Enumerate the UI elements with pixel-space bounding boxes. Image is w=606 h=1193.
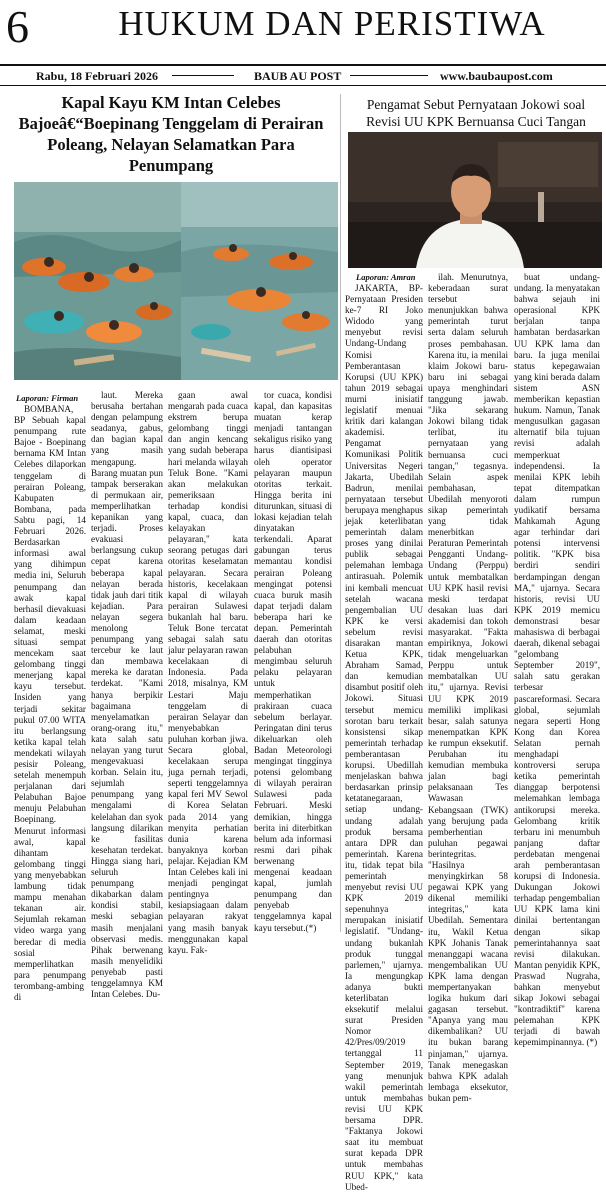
left-article-col4: [254, 390, 332, 933]
paragraph: gaan awal mengarah pada cuaca ekstrem berupa gelombang tinggi dan angin kencang yang sudah beberapa hari melanda wilayah Teluk Bone. "Kami akan melakukan pemeriksaan terhadap kondisi kapal, cuaca, dan kelayakan pelayaran," kata seorang petugas dari otoritas keselamatan pelayaran. Secara historis, kecelakaan kapal di wilayah perairan Sulawesi bukanlah hal baru. Teluk Bone tercatat sebagai salah satu jalur pelayaran rawan kecelakaan di Indonesia. Pada 2018, misalnya, KM Lestari Maju tenggelam di perairan Selayar dan menyebabkan puluhan korban jiwa. Secara global, kecelakaan serupa juga pernah terjadi, seperti tenggelamnya kapal feri MV Sewol di Korea Selatan pada 2014 yang menyita perhatian dunia karena banyaknya korban pelajar. Kejadian KM Intan Celebes kali ini menjadi pengingat pentingnya kesiapsiagaan dalam pelayaran rakyat yang masih banyak menggunakan kapal kayu. Fak-: [168, 390, 248, 955]
paragraph: BOMBANA, BP Sebuah kapal penumpang rute Bajoe - Boepinang bernama KM Intan Celebes dilaporkan tenggelam di perairan Poleang, Kabupaten Bombana, pada Sabtu pagi, 14 Februari 2026. Berdasarkan informasi awal yang dihimpun media ini, Seluruh penumpang dan awak kapal berhasil dievakuasi dalam keadaan selamat, meski situasi sempat mencekam saat gelombang tinggi menerjang kapal kayu tersebut. Insiden yang terjadi sekitar pukul 07.00 WITA itu berlangsung ketika kapal telah mendekati wilayah pesisir Poleang, setelah menempuh perjalanan dari Pelabuhan Bajoe menuju Pelabuhan Boepinang. Menurut informasi awal, kapal dihantam gelombang tinggi yang menyebabkan lambung tidak mampu menahan tekanan air. Sejumlah rekaman video warga yang beredar di media sosial memperlihatkan para penumpang terombang-ambing di: [14, 404, 86, 1002]
shipwreck-photo-right: [181, 182, 338, 380]
page-number: 6: [6, 1, 29, 52]
right-article-col2: [428, 272, 508, 1103]
right-article-headline: Pengamat Sebut Pernyataan Jokowi soal Revisi UU KPK Bernuansa Cuci Tangan: [366, 97, 586, 129]
issue-date: Rabu, 18 Februari 2026: [36, 69, 159, 83]
column-divider: [340, 94, 341, 932]
left-photo-caption: Laporan: Firman: [16, 393, 79, 403]
portrait-image: [348, 132, 602, 268]
divider: [172, 75, 234, 76]
website[interactable]: www.baubaupost.com: [440, 69, 553, 83]
masthead-bottom-rule: [0, 85, 606, 86]
right-photo-caption: Laporan: Amran: [356, 272, 416, 282]
masthead-top-rule: [0, 64, 606, 66]
debris-sea-image: [181, 182, 338, 380]
divider: [350, 75, 428, 76]
section-title: HUKUM DAN PERISTIWA: [118, 4, 546, 43]
shipwreck-photo-left: [14, 182, 181, 380]
paragraph: JAKARTA, BP-Pernyataan Presiden ke-7 RI Joko Widodo yang menyebut revisi Undang-Undang Komisi Pemberantasan Korupsi (UU KPK) tahun 2019 sebagai murni inisiatif legislatif menuai kritik dari kalangan akademisi. Pengamat Komunikasi Politik Universitas Negeri Jakarta, Ubedilah Badrun, menilai pernyataan tersebut berupaya menghapus jejak keterlibatan pemerintah dalam proses yang dinilai publik sebagai pelemahan lembaga antirasuah. Polemik ini kembali mencuat setelah wacana pengembalian UU KPK ke versi sebelum revisi disarakan mantan Ketua KPK, Abraham Samad, dan kemudian disambut positif oleh Jokowi. Situasi tersebut memicu sorotan baru terkait konsistensi sikap pemerintah terhadap pemberantasan korupsi. Ubedillah menjelaskan bahwa berdasarkan prinsip ketatanegaraan, setiap undang-undang adalah produk bersama antara DPR dan pemerintah. Karena itu, tidak tepat bila pemerintah menyebut revisi UU KPK 2019 sepenuhnya merupakan inisiatif legislatif. "Undang-undang bukanlah produk tunggal parlemen," ujarnya. Ia mengungkap adanya bukti keterlibatan eksekutif melalui surat Presiden Nomor 42/Pres/09/2019 tertanggal 11 September 2019, yang menunjuk wakil pemerintah untuk membahas revisi UU KPK bersama DPR. "Faktanya Jokowi saat itu membuat surat kepada DPR untuk membahas RUU KPK," kata Ubed-: [345, 283, 423, 1192]
right-article-col1: [345, 283, 423, 1192]
left-article-col1: [14, 404, 86, 1002]
left-article-col3: [168, 390, 248, 955]
newspaper-name: BAUB AU POST: [254, 69, 342, 83]
paragraph: tor cuaca, kondisi kapal, dan kapasitas muatan kerap menjadi tantangan sekaligus risiko yang harus diantisipasi oleh operator pelayaran maupun otoritas terkait. Hingga berita ini diturunkan, situasi di lokasi kejadian telah dinyatakan terkendali. Aparat gabungan terus memantau kondisi perairan Poleang mengingat potensi cuaca buruk masih dapat terjadi dalam beberapa hari ke depan. Pemerintah daerah dan otoritas pelabuhan mengimbau seluruh pelaku pelayaran untuk memperhatikan prakiraan cuaca sebelum berlayar. Peringatan dini terus dikeluarkan oleh Badan Meteorologi mengingat tingginya potensi gelombang di wilayah perairan Sulawesi pada Februari. Meski demikian, hingga berita ini diterbitkan belum ada informasi resmi dari pihak berwenang mengenai keadaan kapal, jumlah penumpang dan penyebab tenggelamnya kapal kayu tersebut.(*): [254, 390, 332, 933]
right-article-col3: [514, 272, 600, 1048]
masthead-info-bar: [0, 64, 606, 86]
left-article-col2: [91, 390, 163, 1000]
left-article-headline: Kapal Kayu KM Intan Celebes Bajoeâ€“Boepinang Tenggelam di Perairan Poleang, Nelayan Selamatkan Para Penumpang: [18, 93, 324, 175]
jokowi-photo: [348, 132, 602, 268]
paragraph: laut. Mereka berusaha bertahan dengan pelampung seadanya, gabus, dan bagian kapal yang masih mengapung. Barang muatan pun tampak berserakan di permukaan air, memperlihatkan kepanikan yang terjadi. Proses evakuasi berlangsung cukup cepat karena beberapa kapal nelayan berada tidak jauh dari titik kejadian. Para nelayan segera menolong penumpang yang tercebur ke laut dan membawa mereka ke daratan terdekat. "Kami hanya berpikir bagaimana menyelamatkan orang-orang itu," kata salah satu nelayan yang turut mengevakuasi korban. Selain itu, sejumlah penumpang yang mengalami kelelahan dan syok langsung dilarikan ke fasilitas kesehatan terdekat. Hingga siang hari, seluruh penumpang dikabarkan dalam kondisi stabil, meski sebagian masih menjalani observasi medis. Pihak berwenang masih menyelidiki penyebab pasti tenggelamnya KM Intan Celebes. Du-: [91, 390, 163, 1000]
sea-rescue-image: [14, 182, 181, 380]
paragraph: buat undang-undang. Ia menyatakan bahwa sejauh ini operasional KPK berjalan tanpa hambatan berdasarkan UU KPK lama dan baru. Ia juga menilai status kepegawaian yang kini berada dalam sistem ASN memberikan kepastian hukum. Namun, Tanak mengusulkan gagasan alternatif bila tujuan revisi adalah memperkuat independensi. Ia menilai KPK lebih tepat ditempatkan dalam rumpun yudikatif bersama Mahkamah Agung agar terhindar dari potensi intervensi politik. "KPK bisa berdiri sendiri berdampingan dengan MA," ujarnya. Secara historis, revisi UU KPK 2019 memicu demonstrasi besar mahasiswa di berbagai daerah, dikenal sebagai "gelombang September 2019", salah satu gerakan terbesar pascareformasi. Secara global, sejumlah negara seperti Hong Kong dan Korea Selatan pernah menghadapi kontroversi serupa ketika pemerintah dianggap berpotensi melemahkan lembaga antikorupsi mereka. Gelombang kritik terbaru ini menumbuh panjang daftar perdebatan mengenai arah pemberantasan korupsi di Indonesia. Dukungan Jokowi terhadap pengembalian UU KPK lama kini dinilai bertentangan dengan sikap pemerintahannya saat revisi dilakukan. Mantan penyidik KPK, Praswad Nugraha, bahkan menyebut sikap Jokowi sebagai "kontradiktif" karena pelemahan KPK terjadi di bawah kepemimpinannya. (*): [514, 272, 600, 1048]
paragraph: ilah. Menurutnya, keberadaan surat tersebut menunjukkan bahwa pemerintah turut serta dalam seluruh proses pembahasan. Karena itu, ia menilai klaim Jokowi baru-baru ini sebagai upaya menghindari tanggung jawab. "Jika sekarang Jokowi bilang tidak terlibat, itu pernyataan yang bernuansa cuci tangan," tegasnya. Selain aspek pembahasan, Ubedilah menyoroti sikap pemerintah yang tidak menerbitkan Peraturan Pemerintah Pengganti Undang-Undang (Perppu) untuk membatalkan UU KPK hasil revisi meski terdapat desakan luas dari akademisi dan tokoh masyarakat. "Fakta empiriknya, Jokowi tidak mengeluarkan Perppu untuk membatalkan UU itu," ujarnya. Revisi UU KPK 2019 memiliki implikasi besar, salah satunya menempatkan KPK ke rumpun eksekutif. Perubahan itu kemudian membuka jalan bagi pelaksanaan Tes Wawasan Kebangsaan (TWK) yang berujung pada pemberhentian puluhan pegawai berintegritas. "Hasilnya menyingkirkan 58 pegawai KPK yang dikenal memiliki integritas," kata Ubedilah. Sementara itu, Wakil Ketua KPK Johanis Tanak menanggapi wacana mengembalikan UU KPK lama dengan mempertanyakan logika hukum dari gagasan tersebut. "Apanya yang mau dikembalikan? UU itu bukan barang pinjaman," ujarnya. Tanak menegaskan bahwa KPK adalah lembaga eksekutor, bukan pem-: [428, 272, 508, 1103]
